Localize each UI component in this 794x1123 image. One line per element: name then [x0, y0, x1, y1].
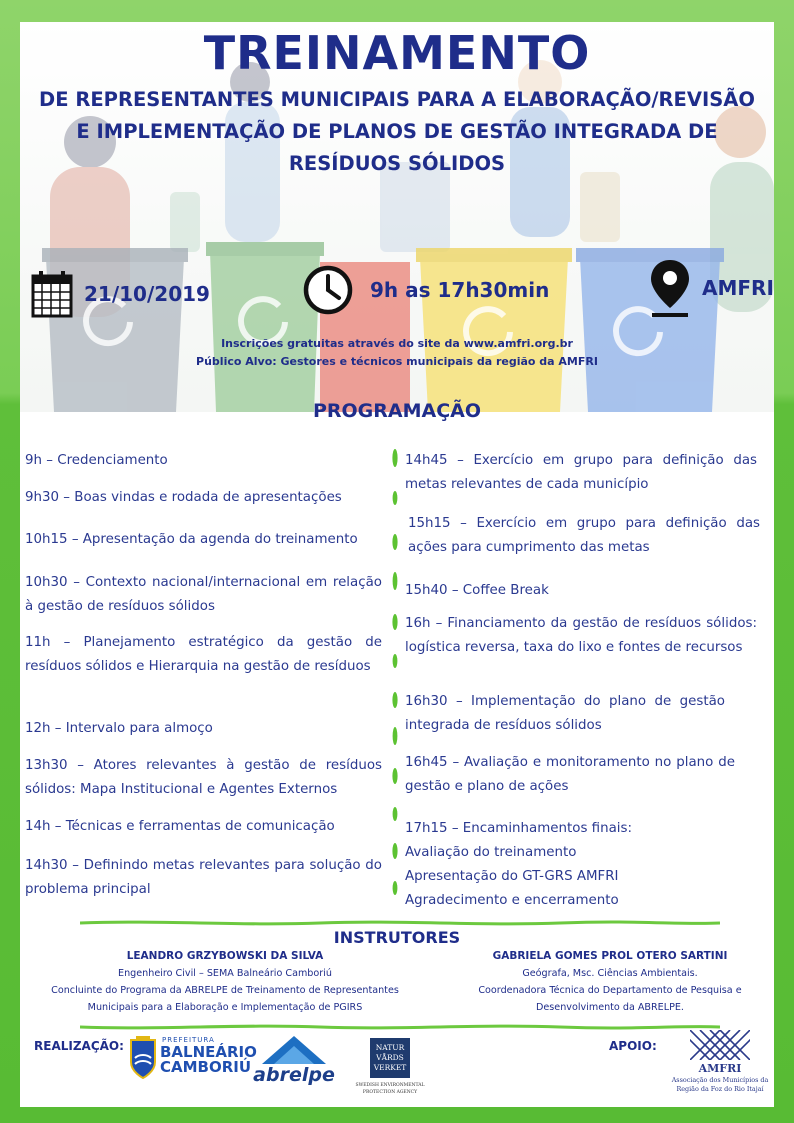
- instructor-card: [40, 948, 410, 1016]
- bc-logo-line2: CAMBORIÚ: [160, 1058, 252, 1076]
- schedule-item: 14h30 – Definindo metas relevantes para solução do problema principal: [25, 858, 382, 897]
- event-date: [30, 270, 210, 318]
- abrelpe-logo: [252, 1034, 336, 1088]
- instructor-card: [460, 948, 760, 1016]
- amfri-wordmark: AMFRI: [698, 1062, 742, 1075]
- schedule-item: Avaliação do treinamento: [405, 845, 577, 860]
- abrelpe-mark-icon: [252, 1034, 336, 1066]
- schedule-item: 12h – Intervalo para almoço: [25, 721, 213, 736]
- location-text: AMFRI: [702, 276, 774, 300]
- instructor-name: GABRIELA GOMES PROL OTERO SARTINI: [492, 950, 728, 962]
- map-pin-icon: [648, 258, 692, 318]
- schedule-item: Apresentação do GT-GRS AMFRI: [405, 869, 619, 884]
- instructor-detail: Geógrafa, Msc. Ciências Ambientais.: [522, 968, 698, 979]
- schedule-item: 15h15 – Exercício em grupo para definição das ações para cumprimento das metas: [408, 516, 760, 555]
- amfri-caption: [668, 1076, 772, 1094]
- instructor-detail: Desenvolvimento da ABRELPE.: [536, 1002, 684, 1013]
- subtitle: [20, 84, 774, 180]
- date-text: 21/10/2019: [84, 282, 210, 306]
- amfri-caption-line: Associação dos Municípios da: [671, 1076, 769, 1084]
- instructor-detail: Concluinte do Programa da ABRELPE de Treinamento de Representantes: [51, 985, 399, 996]
- schedule-item: 14h – Técnicas e ferramentas de comunicação: [25, 819, 335, 834]
- event-location: [648, 258, 774, 318]
- schedule-item: 9h30 – Boas vindas e rodada de apresentações: [25, 490, 342, 505]
- natur-line: VÅRDS: [376, 1053, 404, 1062]
- schedule-item: Agradecimento e encerramento: [405, 893, 619, 908]
- clock-icon: [302, 264, 354, 316]
- audience-line: Público Alvo: Gestores e técnicos municipais da região da AMFRI: [196, 355, 598, 368]
- balneario-camboriu-logo: [128, 1034, 257, 1082]
- event-info-row: [20, 270, 774, 330]
- schedule-item: 15h40 – Coffee Break: [405, 583, 549, 598]
- schedule-item: 14h45 – Exercício em grupo para definição das metas relevantes de cada município: [405, 453, 757, 492]
- natur-line: VERKET: [373, 1063, 407, 1072]
- instructor-name: LEANDRO GRZYBOWSKI DA SILVA: [126, 950, 324, 962]
- instructor-detail: Engenheiro Civil – SEMA Balneário Camboriú: [118, 968, 332, 979]
- registration-line: Inscrições gratuitas através do site da www.amfri.org.br: [221, 337, 573, 350]
- column-divider: [392, 446, 398, 906]
- schedule-item: 16h30 – Implementação do plano de gestão integrada de resíduos sólidos: [405, 694, 725, 733]
- amfri-lattice-icon: [690, 1030, 750, 1060]
- organizer-label: REALIZAÇÃO:: [34, 1039, 124, 1053]
- schedule-item: 9h – Credenciamento: [25, 453, 168, 468]
- abrelpe-wordmark: abrelpe: [253, 1064, 335, 1086]
- natur-caption-line: PROTECTION AGENCY: [362, 1090, 418, 1095]
- time-text: 9h as 17h30min: [370, 278, 550, 302]
- subtitle-line: RESÍDUOS SÓLIDOS: [288, 152, 506, 175]
- support-label: APOIO:: [609, 1039, 657, 1053]
- flyer-sheet: [20, 22, 774, 1107]
- green-divider: [80, 1024, 720, 1030]
- schedule-item: 17h15 – Encaminhamentos finais:: [405, 821, 633, 836]
- natur-line: NATUR: [375, 1043, 405, 1052]
- calendar-icon: [30, 270, 74, 318]
- amfri-logo: [672, 1030, 768, 1100]
- main-title: TREINAMENTO: [203, 26, 591, 80]
- naturvardsverket-logo: [354, 1038, 426, 1100]
- schedule-item: 16h – Financiamento da gestão de resíduos sólidos: logística reversa, taxa do lixo e fontes de recursos: [405, 616, 757, 655]
- instructors-title: INSTRUTORES: [333, 928, 461, 947]
- event-time: [302, 264, 549, 316]
- schedule-item: 13h30 – Atores relevantes à gestão de resíduos sólidos: Mapa Institucional e Agentes Externos: [25, 758, 382, 797]
- natur-caption: [354, 1082, 426, 1096]
- registration-notes: [20, 335, 774, 371]
- city-crest-icon: [128, 1036, 158, 1080]
- natur-caption-line: SWEDISH ENVIRONMENTAL: [355, 1083, 425, 1088]
- schedule-item: 11h – Planejamento estratégico da gestão de resíduos sólidos e Hierarquia na gestão de resíduos: [25, 635, 382, 674]
- subtitle-line: DE REPRESENTANTES MUNICIPAIS PARA A ELABORAÇÃO/REVISÃO: [39, 88, 755, 111]
- schedule-item: 10h30 – Contexto nacional/internacional em relação à gestão de resíduos sólidos: [25, 575, 382, 614]
- subtitle-line: E IMPLEMENTAÇÃO DE PLANOS DE GESTÃO INTEGRADA DE: [76, 120, 718, 143]
- bc-logo-line1: BALNEÁRIO: [160, 1043, 257, 1061]
- instructor-detail: Municipais para a Elaboração e Implementação de PGIRS: [87, 1002, 363, 1013]
- schedule-item: 16h45 – Avaliação e monitoramento no plano de gestão e plano de ações: [405, 755, 735, 794]
- amfri-caption-line: Região da Foz do Rio Itajaí: [676, 1085, 764, 1093]
- schedule-title: PROGRAMAÇÃO: [312, 400, 482, 422]
- natur-badge: [370, 1038, 410, 1078]
- green-divider: [80, 920, 720, 926]
- bc-logo-small: PREFEITURA: [162, 1036, 215, 1044]
- schedule-item: 10h15 – Apresentação da agenda do treinamento: [25, 532, 358, 547]
- instructor-detail: Coordenadora Técnica do Departamento de Pesquisa e: [478, 985, 742, 996]
